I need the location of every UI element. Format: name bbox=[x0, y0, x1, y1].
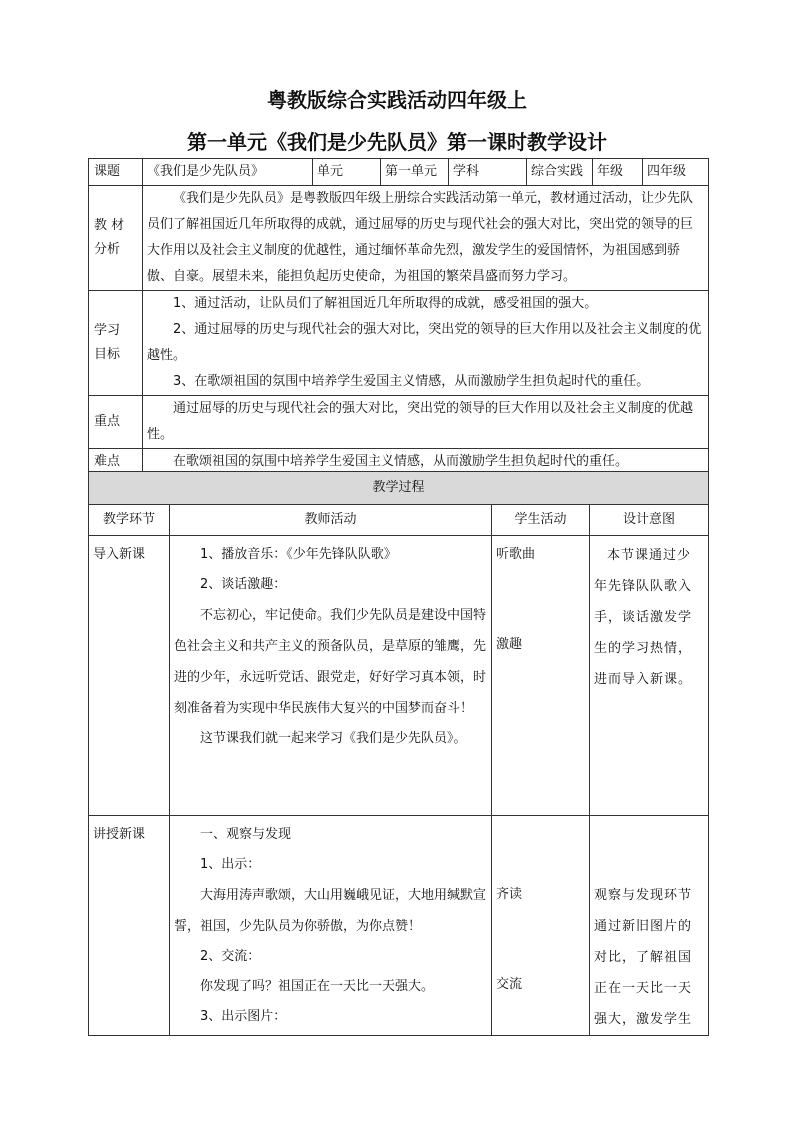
student-activity-item: 激趣 bbox=[496, 637, 523, 652]
design-intent-text: 本节课通过少年先锋队队歌入手，谈话激发学生的学习热情，进而导入新课。 bbox=[594, 548, 693, 687]
key-label: 重点 bbox=[89, 396, 143, 449]
design-intent-cell bbox=[590, 536, 709, 816]
key-cell bbox=[143, 396, 709, 449]
student-activity-cell bbox=[492, 816, 590, 1036]
teaching-process-table bbox=[88, 471, 709, 1036]
teacher-activity-line: 这节课我们就一起来学习《我们是少先队员》。 bbox=[200, 731, 467, 746]
teacher-activity-line: 1、出示： bbox=[200, 857, 261, 872]
teacher-activity-cell bbox=[170, 536, 492, 816]
design-intent-cell bbox=[590, 816, 709, 1036]
teacher-activity-line: 你发现了吗？祖国正在一天比一天强大。 bbox=[200, 979, 435, 994]
table-row bbox=[89, 816, 709, 1036]
subject-label: 学科 bbox=[449, 159, 527, 186]
column-header: 教师活动 bbox=[170, 505, 492, 536]
stage-cell bbox=[89, 816, 170, 1036]
document-title: 粤教版综合实践活动四年级上 bbox=[267, 88, 527, 112]
goals-cell bbox=[143, 291, 709, 396]
teacher-activity-line: 2、谈话激趣： bbox=[200, 577, 287, 592]
student-activity-cell bbox=[492, 536, 590, 816]
course-label: 课题 bbox=[89, 159, 143, 186]
key-text: 通过屈辱的历史与现代社会的强大对比，突出党的领导的巨大作用以及社会主义制度的优越性。 bbox=[147, 401, 694, 442]
difficult-label: 难点 bbox=[89, 449, 143, 476]
analysis-cell bbox=[143, 186, 709, 291]
student-activity-item: 听歌曲 bbox=[496, 547, 536, 562]
goal-item: 3、在歌颂祖国的氛围中培养学生爱国主义情感，从而激励学生担负起时代的重任。 bbox=[173, 374, 650, 389]
teacher-activity-line: 3、出示图片： bbox=[200, 1009, 287, 1024]
student-activity-item: 齐读 bbox=[496, 887, 523, 902]
lesson-info-table bbox=[88, 158, 709, 476]
difficult-text: 在歌颂祖国的氛围中培养学生爱国主义情感，从而激励学生担负起时代的重任。 bbox=[173, 454, 629, 469]
stage-label: 导入新课 bbox=[93, 547, 146, 562]
design-intent-text: 观察与发现环节通过新旧图片的对比，了解祖国正在一天比一天强大，激发学生 bbox=[594, 888, 693, 1027]
course-value: 《我们是少先队员》 bbox=[143, 159, 313, 186]
student-activity-item: 交流 bbox=[496, 977, 523, 992]
goals-label: 学习 目标 bbox=[89, 291, 143, 396]
grade-label: 年级 bbox=[593, 159, 643, 186]
teacher-activity-cell bbox=[170, 816, 492, 1036]
column-header: 学生活动 bbox=[492, 505, 590, 536]
analysis-label: 教 材 分析 bbox=[89, 186, 143, 291]
unit-value: 第一单元 bbox=[381, 159, 449, 186]
goal-item: 1、通过活动，让队员们了解祖国近几年所取得的成就，感受祖国的强大。 bbox=[173, 296, 598, 311]
teacher-activity-line: 不忘初心，牢记使命。我们少先队员是建设中国特色社会主义和共产主义的预备队员，是草原的雏鹰，先进的少年，永远听党话、跟党走，好好学习真本领，时刻准备着为实现中华民族伟大复兴的中国梦而奋斗！ bbox=[174, 608, 487, 716]
column-header: 设计意图 bbox=[590, 505, 709, 536]
analysis-text: 《我们是少先队员》是粤教版四年级上册综合实践活动第一单元，教材通过活动，让少先队员们了解祖国近几年所取得的成就，通过屈辱的历史与现代社会的强大对比，突出党的领导的巨大作用以及社会主义制度的优越性，通过缅怀革命先烈，激发学生的爱国情怀，为祖国感到骄傲、自豪。展望未来，能担负起历史使命，为祖国的繁荣昌盛而努力学习。 bbox=[147, 191, 694, 284]
table-row bbox=[89, 536, 709, 816]
teacher-activity-line: 大海用涛声歌颂，大山用巍峨见证，大地用缄默宣誓，祖国，少先队员为你骄傲，为你点赞！ bbox=[174, 888, 487, 934]
process-header: 教学过程 bbox=[89, 472, 709, 505]
stage-cell bbox=[89, 536, 170, 816]
subject-value: 综合实践 bbox=[527, 159, 593, 186]
teacher-activity-line: 2、交流： bbox=[200, 949, 261, 964]
grade-value: 四年级 bbox=[643, 159, 709, 186]
teacher-activity-line: 1、播放音乐：《少年先锋队队歌》 bbox=[200, 547, 397, 562]
teacher-activity-line: 一、观察与发现 bbox=[200, 827, 292, 842]
stage-label: 讲授新课 bbox=[93, 827, 146, 842]
column-header: 教学环节 bbox=[89, 505, 170, 536]
unit-label: 单元 bbox=[313, 159, 381, 186]
document-subtitle: 第一单元《我们是少先队员》第一课时教学设计 bbox=[187, 130, 607, 154]
goal-item: 2、通过屈辱的历史与现代社会的强大对比，突出党的领导的巨大作用以及社会主义制度的优越性。 bbox=[147, 322, 702, 363]
